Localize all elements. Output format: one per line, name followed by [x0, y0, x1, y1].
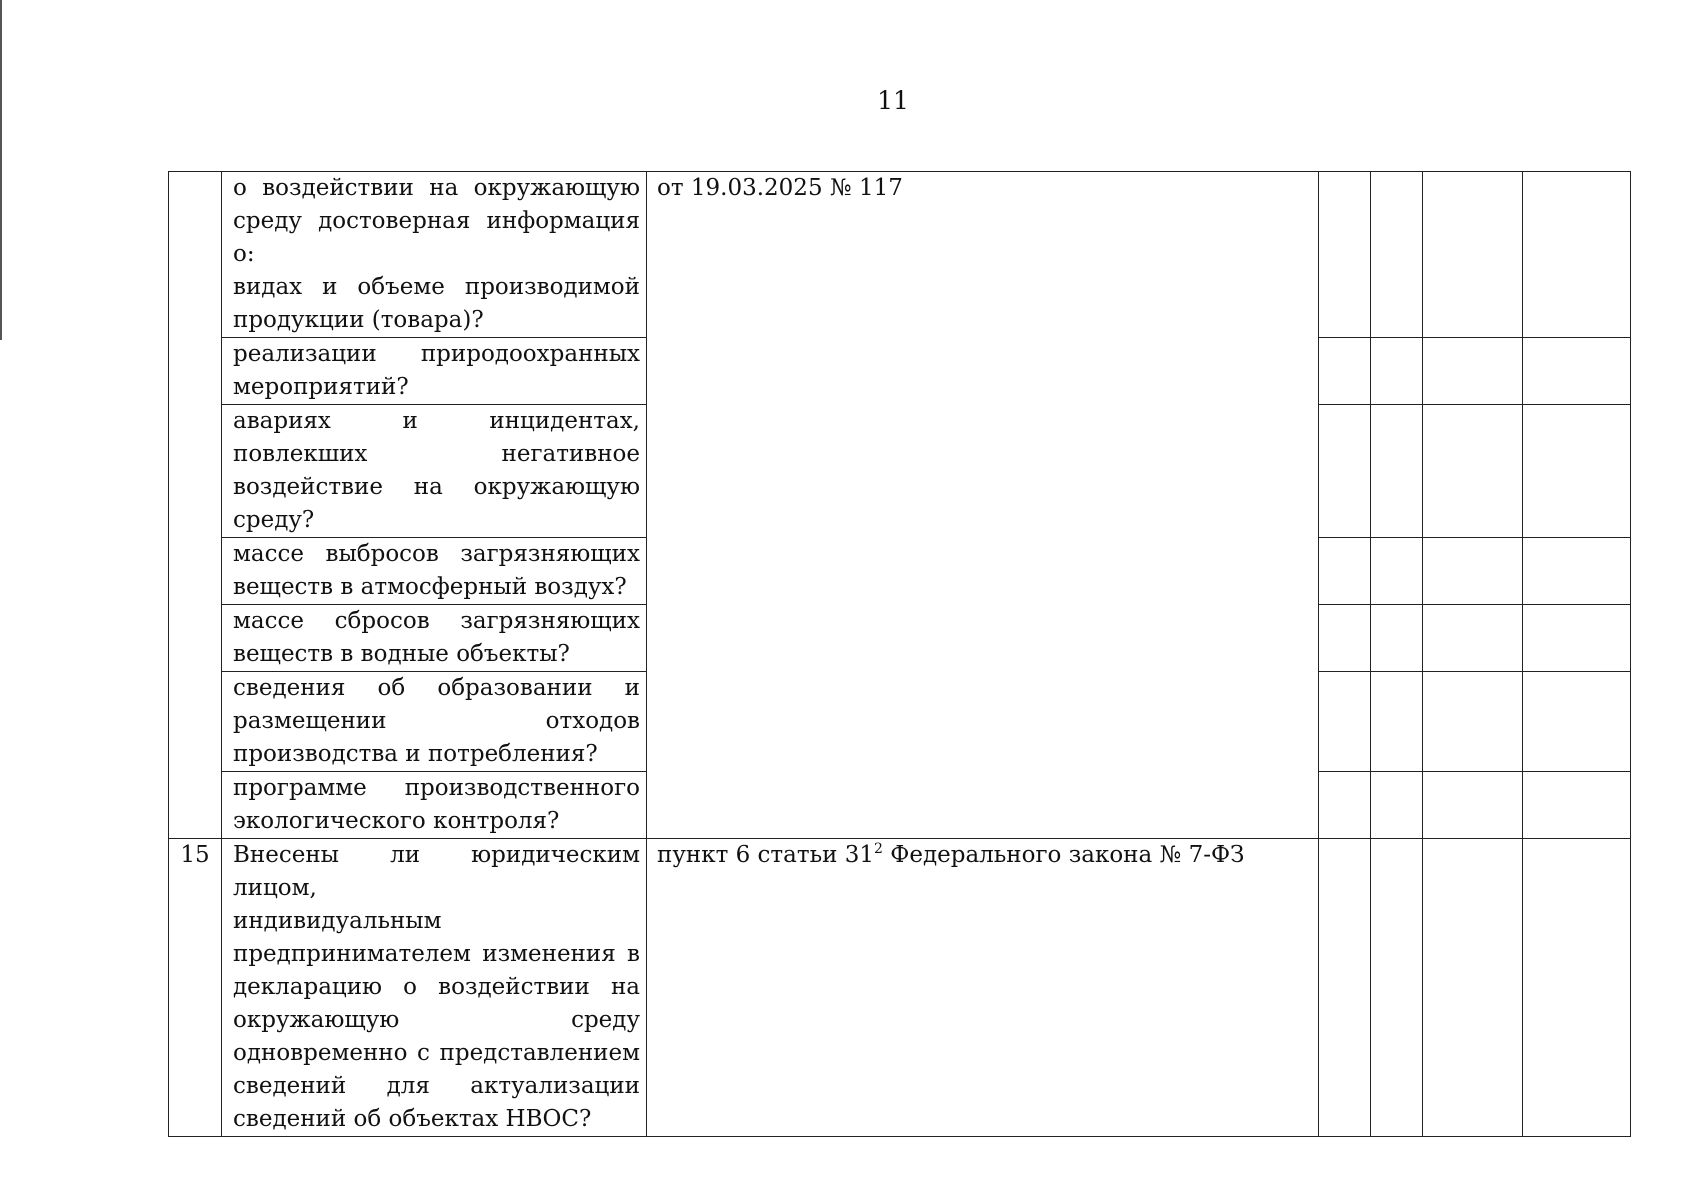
answer-cell[interactable] [1319, 538, 1371, 605]
answer-cell[interactable] [1423, 839, 1523, 1137]
note-cell[interactable] [1523, 839, 1631, 1137]
reference-cell: пункт 6 статьи $31^2$ Федерального закона № 7-ФЗ [647, 839, 1319, 1137]
answer-cell[interactable] [1319, 405, 1371, 538]
note-cell[interactable] [1523, 405, 1631, 538]
note-cell[interactable] [1523, 772, 1631, 839]
table-row [169, 172, 1631, 338]
note-cell[interactable] [1523, 538, 1631, 605]
note-cell[interactable] [1523, 172, 1631, 338]
question-cell: о воздействии на окружающую среду достоверная информация о: видах и объеме производимой продукции (товара)? [222, 172, 647, 338]
row-number-cell: 15 [169, 839, 222, 1137]
question-cell: программе производственного экологического контроля? [222, 772, 647, 839]
answer-cell[interactable] [1423, 405, 1523, 538]
note-cell[interactable] [1523, 605, 1631, 672]
answer-cell[interactable] [1423, 172, 1523, 338]
answer-cell[interactable] [1371, 538, 1423, 605]
note-cell[interactable] [1523, 672, 1631, 772]
answer-cell[interactable] [1371, 605, 1423, 672]
table-row [169, 839, 1631, 1137]
answer-cell[interactable] [1423, 772, 1523, 839]
answer-cell[interactable] [1423, 338, 1523, 405]
question-cell: реализации природоохранных мероприятий? [222, 338, 647, 405]
page-number: 11 [877, 86, 909, 115]
answer-cell[interactable] [1319, 605, 1371, 672]
question-cell: Внесены ли юридическим лицом, индивидуальным предпринимателем изменения в декларацию о воздействии на окружающую среду одновременно с представлением сведений для актуализации сведений об объектах НВОС? [222, 839, 647, 1137]
question-cell: авариях и инцидентах, повлекших негативное воздействие на окружающую среду? [222, 405, 647, 538]
answer-cell[interactable] [1423, 672, 1523, 772]
scan-edge-mark [0, 0, 2, 340]
answer-cell[interactable] [1371, 405, 1423, 538]
note-cell[interactable] [1523, 338, 1631, 405]
answer-cell[interactable] [1371, 772, 1423, 839]
answer-cell[interactable] [1423, 605, 1523, 672]
question-cell: массе сбросов загрязняющих веществ в водные объекты? [222, 605, 647, 672]
answer-cell[interactable] [1371, 672, 1423, 772]
answer-cell[interactable] [1319, 672, 1371, 772]
answer-cell[interactable] [1319, 839, 1371, 1137]
answer-cell[interactable] [1319, 772, 1371, 839]
question-cell: сведения об образовании и размещении отходов производства и потребления? [222, 672, 647, 772]
reference-cell: от 19.03.2025 № 117 [647, 172, 1319, 839]
answer-cell[interactable] [1371, 172, 1423, 338]
answer-cell[interactable] [1371, 839, 1423, 1137]
answer-cell[interactable] [1319, 338, 1371, 405]
answer-cell[interactable] [1423, 538, 1523, 605]
row-number-cell [169, 172, 222, 839]
question-cell: массе выбросов загрязняющих веществ в атмосферный воздух? [222, 538, 647, 605]
answer-cell[interactable] [1371, 338, 1423, 405]
answer-cell[interactable] [1319, 172, 1371, 338]
checklist-table [168, 171, 1631, 1137]
